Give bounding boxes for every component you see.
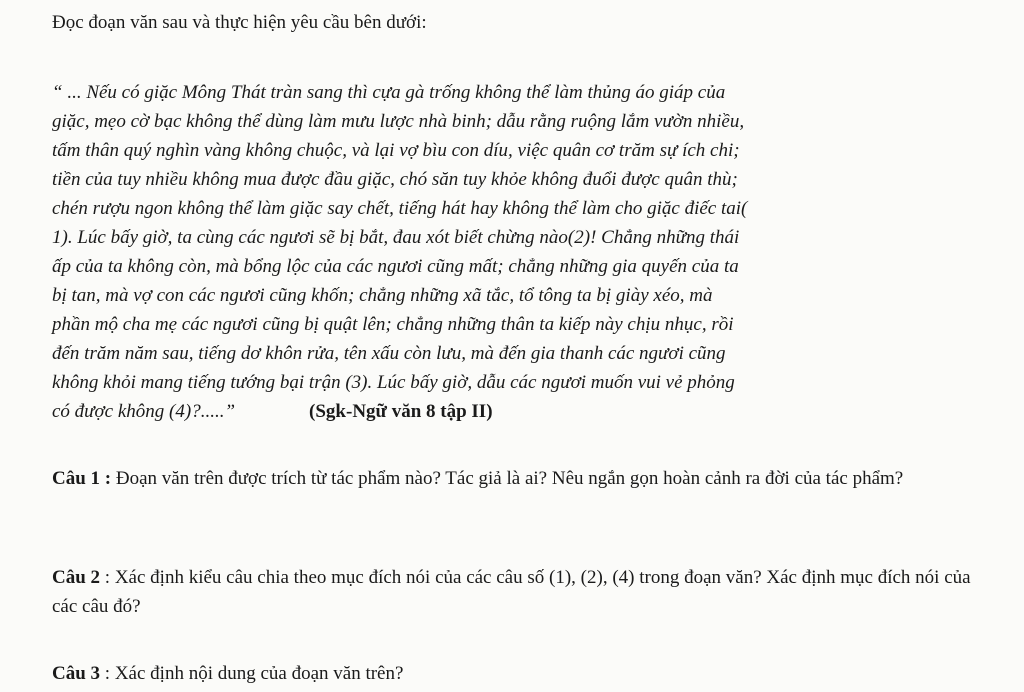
passage-line: đến trăm năm sau, tiếng dơ khôn rửa, tên xấu còn lưu, mà đến gia thanh các ngươi cũng [52,343,726,364]
passage-line: “ ... Nếu có giặc Mông Thát tràn sang thì cựa gà trống không thể làm thủng áo giáp của [52,82,726,103]
passage-line: 1). Lúc bấy giờ, ta cùng các ngươi sẽ bị bắt, đau xót biết chừng nào(2)! Chẳng những thái [52,227,740,248]
question-label: Câu 1 : [52,468,112,489]
passage-line: tấm thân quý nghìn vàng không chuộc, và lại vợ bìu con díu, việc quân cơ trăm sự ích chi; [52,140,740,161]
passage-line: không khỏi mang tiếng tướng bại trận (3). Lúc bấy giờ, dẫu các ngươi muốn vui vẻ phỏng [52,372,735,393]
passage-last-line [52,397,982,426]
source-citation: (Sgk-Ngữ văn 8 tập II) [309,401,493,422]
passage-line: ấp của ta không còn, mà bổng lộc của các ngươi cũng mất; chẳng những gia quyến của ta [52,256,739,277]
passage-line: tiền của tuy nhiều không mua được đầu giặc, chó săn tuy khỏe không đuổi được quân thù; [52,169,738,190]
question-text: : Xác định kiểu câu chia theo mục đích nói của các câu số (1), (2), (4) trong đoạn văn? Xác định mục đích nói của các câu đó? [52,567,971,617]
passage-line: giặc, mẹo cờ bạc không thể dùng làm mưu lược nhà binh; dẫu rằng ruộng lắm vườn nhiều, [52,111,745,132]
passage-line: bị tan, mà vợ con các ngươi cũng khốn; chẳng những xã tắc, tổ tông ta bị giày xéo, mà [52,285,713,306]
question-1 [52,464,982,493]
question-label: Câu 3 [52,663,101,684]
question-text: Đoạn văn trên được trích từ tác phẩm nào? Tác giả là ai? Nêu ngắn gọn hoàn cảnh ra đời của tác phẩm? [111,468,904,489]
question-text: : Xác định nội dung của đoạn văn trên? [100,663,404,684]
passage-line: phần mộ cha mẹ các ngươi cũng bị quật lên; chẳng những thân ta kiếp này chịu nhục, rồi [52,314,734,335]
quoted-passage [52,78,982,426]
passage-ending: có được không (4)?.....” [52,401,236,422]
question-label: Câu 2 [52,567,101,588]
passage-line: chén rượu ngon không thể làm giặc say chết, tiếng hát hay không thể làm cho giặc điếc tai( [52,198,748,219]
instruction-heading: Đọc đoạn văn sau và thực hiện yêu cầu bên dưới: [52,12,427,33]
question-3 [52,659,982,688]
question-2 [52,563,982,621]
